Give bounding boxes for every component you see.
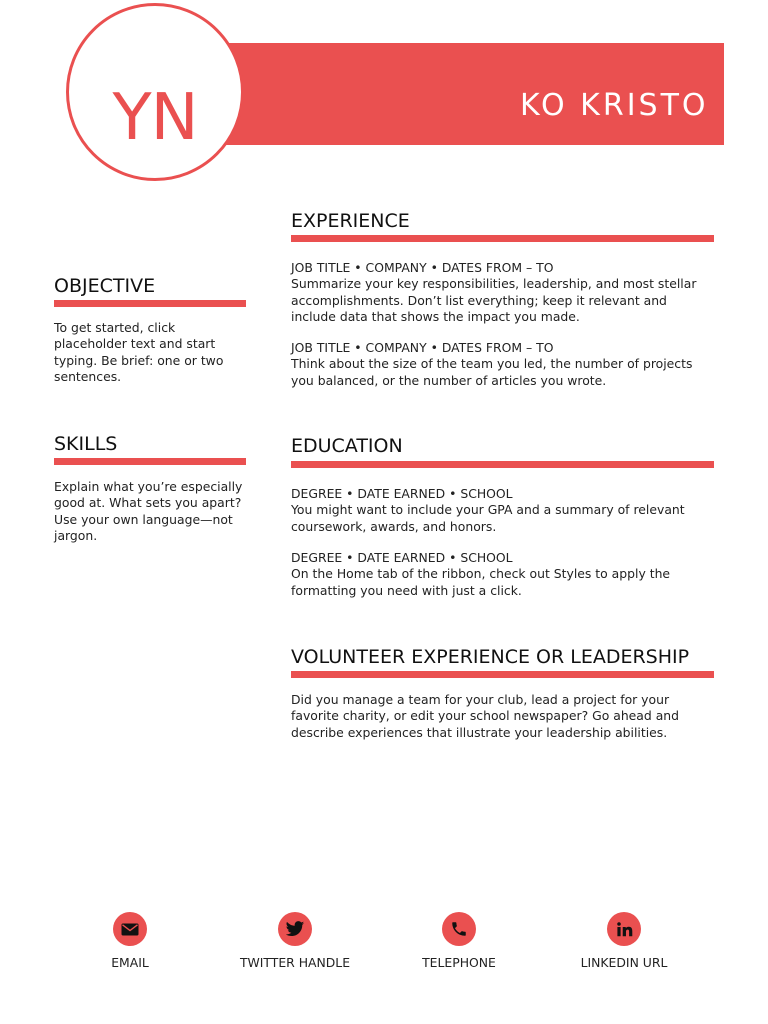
resume-name: KO KRISTO [520,88,709,123]
skills-text[interactable]: Explain what you’re especially good at. What sets you apart? Use your own language—not jargon. [54,479,243,544]
education-rule [291,461,714,468]
linkedin-icon[interactable] [607,912,641,946]
education-entry [291,486,711,535]
education-heading: EDUCATION [291,435,403,457]
experience-entry-text[interactable]: Summarize your key responsibilities, leadership, and most stellar accomplishments. Don’t list everything; keep it relevant and include data that shows the impact you made. [291,276,697,325]
experience-entry-title[interactable]: JOB TITLE • COMPANY • DATES FROM – TO [291,340,554,355]
linkedin-label[interactable]: LINKEDIN URL [580,955,668,970]
skills-rule [54,458,246,465]
twitter-label[interactable]: TWITTER HANDLE [239,955,351,970]
volunteer-text[interactable]: Did you manage a team for your club, lead a project for your favorite charity, or edit your school newspaper? Go ahead and describe experiences that illustrate your leadership abilities. [291,692,680,740]
volunteer-heading: VOLUNTEER EXPERIENCE OR LEADERSHIP [291,646,690,668]
experience-entry [291,340,711,389]
header-banner [225,43,724,145]
telephone-label[interactable]: TELEPHONE [422,955,496,970]
volunteer-rule [291,671,714,678]
experience-rule [291,235,714,242]
phone-icon[interactable] [442,912,476,946]
objective-text[interactable]: To get started, click placeholder text and start typing. Be brief: one or two sentences. [54,320,224,385]
contact-twitter [225,912,365,970]
experience-heading: EXPERIENCE [291,210,410,232]
contact-linkedin [554,912,694,970]
education-entry [291,550,711,599]
skills-heading: SKILLS [54,433,118,455]
education-entry-text[interactable]: You might want to include your GPA and a summary of relevant coursework, awards, and honors. [291,502,685,534]
email-label[interactable]: EMAIL [111,955,149,970]
email-icon[interactable] [113,912,147,946]
monogram-initials: YN [112,81,198,155]
experience-entry-title[interactable]: JOB TITLE • COMPANY • DATES FROM – TO [291,260,554,275]
monogram-circle [66,3,244,181]
twitter-icon[interactable] [278,912,312,946]
education-entry-title[interactable]: DEGREE • DATE EARNED • SCHOOL [291,550,513,565]
objective-heading: OBJECTIVE [54,275,156,297]
contact-telephone [389,912,529,970]
education-entry-title[interactable]: DEGREE • DATE EARNED • SCHOOL [291,486,513,501]
experience-entry [291,260,711,326]
education-entry-text[interactable]: On the Home tab of the ribbon, check out Styles to apply the formatting you need with just a click. [291,566,671,598]
experience-entry-text[interactable]: Think about the size of the team you led, the number of projects you balanced, or the number of articles you wrote. [291,356,693,388]
objective-rule [54,300,246,307]
contact-email [60,912,200,970]
